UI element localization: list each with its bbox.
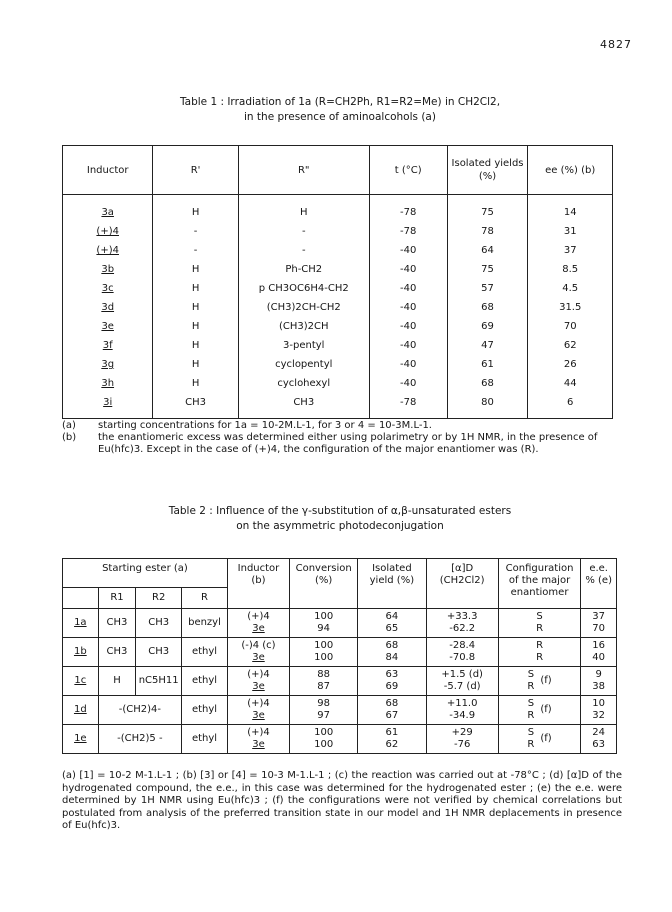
t1-cell: H xyxy=(153,298,238,317)
t1-cell: 75 xyxy=(447,195,528,223)
t2-cell-value: (+)4 xyxy=(247,611,270,622)
t1-cell: 3g xyxy=(63,355,153,374)
t2-cell-pair xyxy=(358,609,426,638)
t2-header-alpha: [α]D (CH2Cl2) xyxy=(426,559,498,609)
t1-cell: (CH3)2CH xyxy=(238,317,369,336)
t2-cell-value: 62 xyxy=(385,739,399,750)
t2-cell-pair xyxy=(426,667,498,696)
t2-cell: CH3 xyxy=(136,638,182,667)
t2-cell-value: -5.7 (d) xyxy=(443,681,481,692)
t1-cell: - xyxy=(238,241,369,260)
t1-row xyxy=(63,336,613,355)
t2-cell: ethyl xyxy=(182,696,228,725)
t2-cell-value: R xyxy=(536,652,544,663)
t1-row xyxy=(63,279,613,298)
t1-note-a-text: starting concentrations for 1a = 10-2M.L-1, for 3 or 4 = 10-3M.L-1. xyxy=(98,420,432,431)
t2-cell-value: 10 xyxy=(592,698,606,709)
t2-header-r1: R1 xyxy=(98,588,136,609)
t2-cell: benzyl xyxy=(182,609,228,638)
page-number: 4827 xyxy=(600,38,632,51)
t2-cell-value: 37 xyxy=(592,611,606,622)
t2-cell-pair xyxy=(498,609,580,638)
t2-row xyxy=(63,609,617,638)
t2-cell-value: R xyxy=(527,710,535,721)
t2-cell-pair xyxy=(358,725,426,754)
t1-cell: -40 xyxy=(369,279,447,298)
t2-header-r: R xyxy=(182,588,228,609)
t2-cell-pair xyxy=(581,638,617,667)
t2-cell-value: -70.8 xyxy=(449,652,476,663)
t1-cell: - xyxy=(153,241,238,260)
table1-body xyxy=(63,195,613,419)
t2-cell: 1a xyxy=(63,609,99,638)
t2-cell-value: 100 xyxy=(314,727,334,738)
t2-cell-pair xyxy=(290,609,358,638)
t2-cell-value: -62.2 xyxy=(449,623,476,634)
t2-cell-pair xyxy=(581,609,617,638)
t2-cell: CH3 xyxy=(98,638,136,667)
t2-cell-value: 69 xyxy=(385,681,399,692)
t2-cell-value: 94 xyxy=(317,623,331,634)
t2-cell-value: S xyxy=(527,698,535,709)
table2-caption xyxy=(60,504,620,534)
t1-cell: 3i xyxy=(63,393,153,419)
t1-cell: -78 xyxy=(369,195,447,223)
t1-row xyxy=(63,260,613,279)
t2-cell-value: 3e xyxy=(252,652,265,663)
t2-cell-value: 32 xyxy=(592,710,606,721)
t2-cell-pair xyxy=(290,725,358,754)
t1-note-a xyxy=(62,420,622,432)
t2-cell-value: (-)4 (c) xyxy=(241,640,276,651)
t1-cell: 3a xyxy=(63,195,153,223)
t1-cell: -40 xyxy=(369,241,447,260)
t2-cell-value: 68 xyxy=(385,698,399,709)
t2-cell-value: 68 xyxy=(385,640,399,651)
t2-cell-value: -34.9 xyxy=(449,710,476,721)
t2-cell-value: 100 xyxy=(314,611,334,622)
t2-cell-value: 3e xyxy=(252,739,265,750)
t2-cell-value: 38 xyxy=(592,681,606,692)
t1-row xyxy=(63,195,613,223)
t1-cell: 62 xyxy=(528,336,613,355)
t1-cell: Ph-CH2 xyxy=(238,260,369,279)
t2-config-note: (f) xyxy=(540,675,552,686)
t1-cell: -40 xyxy=(369,317,447,336)
t1-cell: 3e xyxy=(63,317,153,336)
t2-cell-value: 63 xyxy=(385,669,399,680)
t1-header-inductor: Inductor xyxy=(63,146,153,195)
t1-cell: 37 xyxy=(528,241,613,260)
t2-cell-value: 24 xyxy=(592,727,606,738)
t1-cell: 31.5 xyxy=(528,298,613,317)
t1-cell: 3d xyxy=(63,298,153,317)
table2-caption-line2: on the asymmetric photodeconjugation xyxy=(236,520,444,532)
t1-header-r1: R' xyxy=(153,146,238,195)
t1-cell: -78 xyxy=(369,393,447,419)
t1-cell: - xyxy=(238,222,369,241)
t2-cell-pair xyxy=(426,696,498,725)
t2-header-config: Configuration of the major enantiomer xyxy=(498,559,580,609)
t1-cell: 44 xyxy=(528,374,613,393)
t2-cell-value: 98 xyxy=(317,698,331,709)
t1-note-b-text: the enantiomeric excess was determined either using polarimetry or by 1H NMR, in the presence of Eu(hfc)3. Except in the case of (+)4, the configuration of the major enantiomer was (R). xyxy=(98,432,598,455)
t1-cell: -40 xyxy=(369,355,447,374)
table1-caption-line2: in the presence of aminoalcohols (a) xyxy=(244,111,436,123)
t2-cell-pair xyxy=(227,725,289,754)
t2-row xyxy=(63,667,617,696)
t1-row xyxy=(63,374,613,393)
t2-cell: nC5H11 xyxy=(136,667,182,696)
t1-cell: -40 xyxy=(369,374,447,393)
t1-header-yield: Isolated yields (%) xyxy=(447,146,528,195)
t1-cell: CH3 xyxy=(238,393,369,419)
t2-cell-value: 88 xyxy=(317,669,331,680)
t2-cell: 1e xyxy=(63,725,99,754)
t1-cell: p CH3OC6H4-CH2 xyxy=(238,279,369,298)
t1-cell: 26 xyxy=(528,355,613,374)
t2-cell-value: 100 xyxy=(314,652,334,663)
t2-cell-pair xyxy=(498,725,580,754)
table1-header-row xyxy=(63,146,613,195)
t2-cell: -(CH2)5 - xyxy=(98,725,181,754)
t1-note-b-key: (b) xyxy=(62,432,77,443)
t2-cell-pair xyxy=(581,696,617,725)
t1-cell: -40 xyxy=(369,336,447,355)
t2-cell-value: S xyxy=(527,727,535,738)
t1-row xyxy=(63,317,613,336)
table2-footnote: (a) [1] = 10-2 M-1.L-1 ; (b) [3] or [4] = 10-3 M-1.L-1 ; (c) the reaction was carried out at -78°C ; (d) [α]D of the hydrogenated compound, the e.e., in this case was determined for the hydrogenated ester ; (e) the e.e. were determined by 1H NMR using Eu(hfc)3 ; (f) the configurations were not verified by chemical correlations but postulated from analysis of the preferred transition state in our model and 1H NMR deplacements in presence of Eu(hfc)3. xyxy=(62,770,622,831)
t1-cell: H xyxy=(153,336,238,355)
t2-header-id xyxy=(63,588,99,609)
t1-cell: H xyxy=(238,195,369,223)
t1-cell: (+)4 xyxy=(63,222,153,241)
t2-cell-pair xyxy=(581,725,617,754)
t1-cell: cyclopentyl xyxy=(238,355,369,374)
t1-cell: 6 xyxy=(528,393,613,419)
t1-cell: 3b xyxy=(63,260,153,279)
t2-cell-pair xyxy=(498,696,580,725)
t2-cell-pair xyxy=(227,638,289,667)
t2-cell-value: +29 xyxy=(451,727,473,738)
t2-cell: CH3 xyxy=(136,609,182,638)
table1-caption-line1: Table 1 : Irradiation of 1a (R=CH2Ph, R1=R2=Me) in CH2Cl2, xyxy=(179,96,501,108)
t2-cell-value: +11.0 xyxy=(446,698,478,709)
t2-cell-pair xyxy=(290,696,358,725)
t2-cell-value: 87 xyxy=(317,681,331,692)
t2-cell-pair xyxy=(498,638,580,667)
table2-body xyxy=(63,609,617,754)
t2-cell-value: 16 xyxy=(592,640,606,651)
t2-cell-value: R xyxy=(527,681,535,692)
table1 xyxy=(62,145,613,419)
t2-cell-value: 64 xyxy=(385,611,399,622)
t2-header-conversion: Conversion (%) xyxy=(290,559,358,609)
t2-cell-value: 97 xyxy=(317,710,331,721)
t2-cell-value: 3e xyxy=(252,623,265,634)
t1-row xyxy=(63,298,613,317)
t1-cell: 4.5 xyxy=(528,279,613,298)
t1-row xyxy=(63,355,613,374)
t2-cell-pair xyxy=(358,638,426,667)
t2-config-note: (f) xyxy=(540,733,552,744)
t1-header-ee: ee (%) (b) xyxy=(528,146,613,195)
t2-row xyxy=(63,638,617,667)
t2-cell-pair xyxy=(426,638,498,667)
t2-cell-pair xyxy=(290,667,358,696)
t2-header-isolated: Isolated yield (%) xyxy=(358,559,426,609)
t2-cell: CH3 xyxy=(98,609,136,638)
t1-cell: H xyxy=(153,317,238,336)
t2-cell-value: 65 xyxy=(385,623,399,634)
t2-cell: 1d xyxy=(63,696,99,725)
t1-cell: H xyxy=(153,355,238,374)
t2-cell: -(CH2)4- xyxy=(98,696,181,725)
t1-cell: CH3 xyxy=(153,393,238,419)
t2-cell-value: S xyxy=(527,669,535,680)
t2-row xyxy=(63,725,617,754)
t1-cell: H xyxy=(153,279,238,298)
t2-cell-value: +33.3 xyxy=(446,611,478,622)
t2-cell-value: 61 xyxy=(385,727,399,738)
t2-cell-value: 63 xyxy=(592,739,606,750)
t2-cell-value: +1.5 (d) xyxy=(441,669,483,680)
t2-cell-value: S xyxy=(536,611,543,622)
t1-cell: -40 xyxy=(369,298,447,317)
t2-cell-value: 70 xyxy=(592,623,606,634)
t1-cell: 8.5 xyxy=(528,260,613,279)
t1-row xyxy=(63,222,613,241)
t2-cell: ethyl xyxy=(182,638,228,667)
t1-note-b xyxy=(62,432,622,456)
t2-cell-pair xyxy=(426,609,498,638)
t1-cell: 68 xyxy=(447,298,528,317)
t1-cell: 3h xyxy=(63,374,153,393)
table1-caption xyxy=(60,95,620,125)
t1-row xyxy=(63,393,613,419)
t2-cell: ethyl xyxy=(182,667,228,696)
t1-cell: 3-pentyl xyxy=(238,336,369,355)
t2-cell-value: R xyxy=(527,739,535,750)
t2-cell-value: -76 xyxy=(453,739,471,750)
t2-header-inductor: Inductor (b) xyxy=(227,559,289,609)
table2-header-row1 xyxy=(63,559,617,588)
t2-cell-pair xyxy=(581,667,617,696)
t1-cell: 14 xyxy=(528,195,613,223)
t1-cell: (CH3)2CH-CH2 xyxy=(238,298,369,317)
t2-cell-value: R xyxy=(536,623,544,634)
t2-row xyxy=(63,696,617,725)
t1-header-r2: R" xyxy=(238,146,369,195)
t2-cell-value: 100 xyxy=(314,640,334,651)
t2-cell-value: -28.4 xyxy=(449,640,476,651)
t1-cell: cyclohexyl xyxy=(238,374,369,393)
t2-cell-pair xyxy=(426,725,498,754)
t1-cell: - xyxy=(153,222,238,241)
t2-cell: H xyxy=(98,667,136,696)
t1-cell: 57 xyxy=(447,279,528,298)
table1-notes xyxy=(62,420,622,456)
t1-cell: 69 xyxy=(447,317,528,336)
t1-cell: H xyxy=(153,260,238,279)
t1-cell: H xyxy=(153,195,238,223)
t2-cell-value: (+)4 xyxy=(247,727,270,738)
t2-cell-value: 84 xyxy=(385,652,399,663)
t2-header-r2: R2 xyxy=(136,588,182,609)
t2-header-ee: e.e. % (e) xyxy=(581,559,617,609)
table2-caption-line1: Table 2 : Influence of the γ-substitution of α,β-unsaturated esters xyxy=(168,505,512,517)
t1-cell: -78 xyxy=(369,222,447,241)
t1-cell: 31 xyxy=(528,222,613,241)
t1-cell: 3c xyxy=(63,279,153,298)
t2-cell-value: R xyxy=(536,640,544,651)
t2-cell-pair xyxy=(227,667,289,696)
t2-cell: 1b xyxy=(63,638,99,667)
t1-cell: 64 xyxy=(447,241,528,260)
t1-cell: 75 xyxy=(447,260,528,279)
t1-cell: 3f xyxy=(63,336,153,355)
t2-cell-value: 100 xyxy=(314,739,334,750)
t1-cell: 80 xyxy=(447,393,528,419)
t2-config-note: (f) xyxy=(540,704,552,715)
t1-cell: -40 xyxy=(369,260,447,279)
t1-cell: 47 xyxy=(447,336,528,355)
t1-cell: 68 xyxy=(447,374,528,393)
t2-cell-pair xyxy=(227,609,289,638)
t2-cell-pair xyxy=(358,667,426,696)
t2-cell-pair xyxy=(290,638,358,667)
t2-cell-value: (+)4 xyxy=(247,669,270,680)
t2-cell-value: (+)4 xyxy=(247,698,270,709)
t1-cell: H xyxy=(153,374,238,393)
t2-cell-pair xyxy=(358,696,426,725)
t2-header-starting-ester: Starting ester (a) xyxy=(63,559,228,588)
t1-row xyxy=(63,241,613,260)
table2 xyxy=(62,558,617,754)
t1-cell: 78 xyxy=(447,222,528,241)
t1-cell: (+)4 xyxy=(63,241,153,260)
t2-cell: ethyl xyxy=(182,725,228,754)
t2-cell-value: 40 xyxy=(592,652,606,663)
t2-cell-value: 67 xyxy=(385,710,399,721)
t2-cell-value: 3e xyxy=(252,681,265,692)
t1-note-a-key: (a) xyxy=(62,420,76,431)
t2-cell: 1c xyxy=(63,667,99,696)
t2-cell-value: 9 xyxy=(595,669,602,680)
t2-cell-value: 3e xyxy=(252,710,265,721)
t1-header-temp: t (°C) xyxy=(369,146,447,195)
t1-cell: 61 xyxy=(447,355,528,374)
t2-cell-pair xyxy=(498,667,580,696)
t1-cell: 70 xyxy=(528,317,613,336)
t2-cell-pair xyxy=(227,696,289,725)
